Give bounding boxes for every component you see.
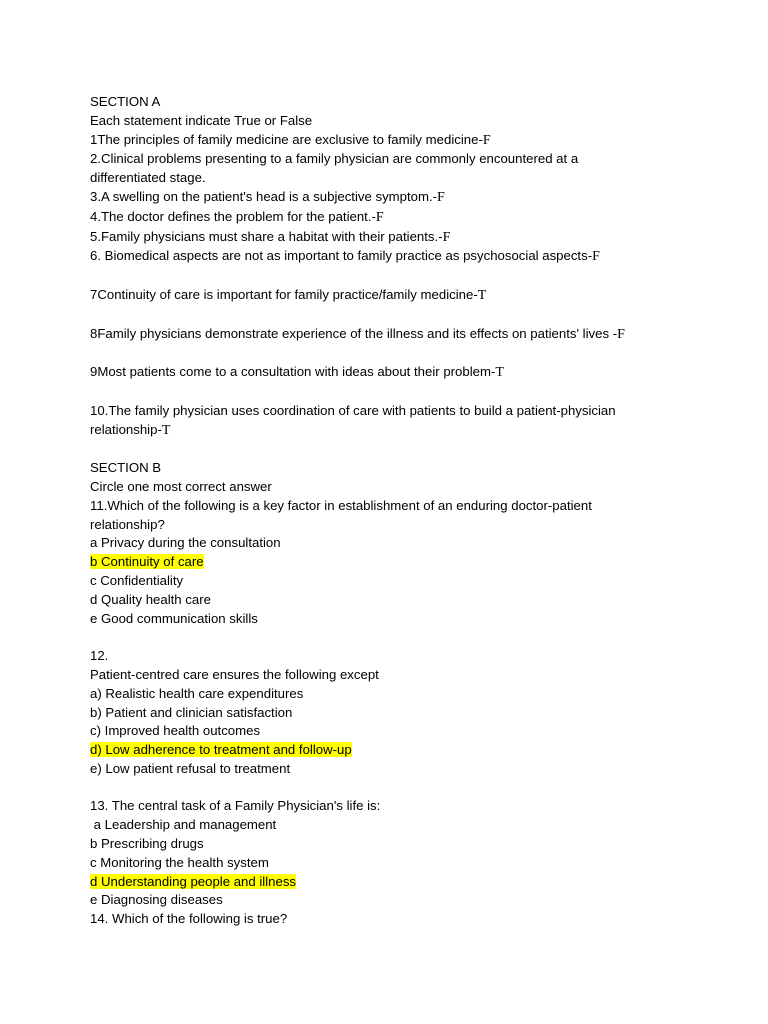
document-page [90, 93, 690, 929]
statement-7 [90, 286, 690, 306]
statement-8 [90, 325, 690, 345]
statement-answer: F [482, 132, 491, 148]
option-text: e) Low patient refusal to treatment [90, 760, 291, 776]
option-text: c Confidentiality [90, 572, 184, 588]
section-a-instruction: Each statement indicate True or False [90, 112, 313, 128]
statement-answer: F [617, 326, 625, 342]
highlighted-answer: b Continuity of care [90, 554, 204, 570]
statement-answer: F [437, 189, 445, 205]
statement-answer: F [592, 249, 600, 265]
statement-text: relationship- [90, 421, 162, 437]
statement-answer: T [477, 287, 487, 303]
q11-option-a [90, 534, 690, 553]
statement-answer: F [375, 209, 384, 225]
statement-10-continued [90, 421, 690, 441]
section-b-heading: SECTION B [90, 460, 162, 476]
option-text: c Monitoring the health system [90, 854, 269, 870]
question-11-stem: 11.Which of the following is a key factor in establishment of an enduring doctor-patient [90, 497, 592, 513]
statement-text: 5.Family physicians must share a habitat with their patients.- [90, 228, 443, 244]
statement-2-continued [90, 169, 690, 188]
section-b-instruction: Circle one most correct answer [90, 478, 272, 494]
statement-answer: T [495, 365, 504, 381]
q12-option-b [90, 704, 690, 723]
statement-2 [90, 150, 690, 169]
q13-option-b [90, 835, 690, 854]
highlighted-answer: d Understanding people and illness [90, 873, 297, 889]
option-text: e Diagnosing diseases [90, 892, 223, 908]
section-a-heading: SECTION A [90, 94, 161, 109]
statement-10 [90, 402, 690, 421]
question-12-number: 12. [90, 648, 109, 664]
q12-option-e [90, 760, 690, 779]
statement-5 [90, 228, 690, 248]
highlighted-answer: d) Low adherence to treatment and follow-up [90, 742, 352, 758]
statement-text: 4.The doctor defines the problem for the patient.- [90, 208, 376, 224]
q12-option-d [90, 741, 690, 760]
statement-text: 10.The family physician uses coordination of care with patients to build a patient-physician [90, 402, 616, 418]
blank-line [90, 306, 690, 325]
option-text: d Quality health care [90, 591, 211, 607]
q13-option-e [90, 891, 690, 910]
blank-line [90, 440, 690, 459]
q11-option-b [90, 553, 690, 572]
statement-text: 6. Biomedical aspects are not as important to family practice as psychosocial aspects- [90, 248, 593, 264]
q13-option-a [90, 816, 690, 835]
q13-option-d [90, 873, 690, 892]
question-11-stem-continued: relationship? [90, 516, 165, 532]
q12-option-a [90, 685, 690, 704]
blank-line [90, 383, 690, 402]
statement-answer: T [161, 422, 171, 438]
option-text: a Leadership and management [90, 817, 277, 833]
question-13-stem: 13. The central task of a Family Physician's life is: [90, 798, 381, 814]
q11-option-d [90, 591, 690, 610]
statement-text: 2.Clinical problems presenting to a family physician are commonly encountered at a [90, 151, 579, 167]
option-text: a Privacy during the consultation [90, 535, 281, 551]
q11-option-e [90, 610, 690, 629]
statement-text: differentiated stage. [90, 170, 206, 186]
statement-text: 1The principles of family medicine are exclusive to family medicine- [90, 131, 483, 147]
statement-text: 8Family physicians demonstrate experience of the illness and its effects on patients' lives - [90, 325, 618, 341]
statement-9 [90, 363, 690, 383]
option-text: b Prescribing drugs [90, 836, 204, 852]
blank-line [90, 779, 690, 798]
statement-6 [90, 247, 690, 267]
q13-option-c [90, 854, 690, 873]
q11-option-c [90, 572, 690, 591]
option-text: e Good communication skills [90, 610, 258, 626]
option-text: c) Improved health outcomes [90, 723, 261, 739]
statement-3 [90, 188, 690, 208]
statement-4 [90, 208, 690, 228]
question-14-stem: 14. Which of the following is true? [90, 911, 288, 927]
statement-text: 7Continuity of care is important for family practice/family medicine- [90, 286, 478, 302]
statement-answer: F [442, 229, 451, 245]
statement-1 [90, 131, 690, 151]
q12-option-c [90, 722, 690, 741]
statement-text: 9Most patients come to a consultation with ideas about their problem- [90, 364, 496, 380]
option-text: a) Realistic health care expenditures [90, 685, 304, 701]
statement-text: 3.A swelling on the patient's head is a subjective symptom.- [90, 188, 438, 204]
blank-line [90, 267, 690, 286]
question-12-stem: Patient-centred care ensures the following except [90, 666, 379, 682]
option-text: b) Patient and clinician satisfaction [90, 704, 293, 720]
blank-line [90, 628, 690, 647]
blank-line [90, 344, 690, 363]
